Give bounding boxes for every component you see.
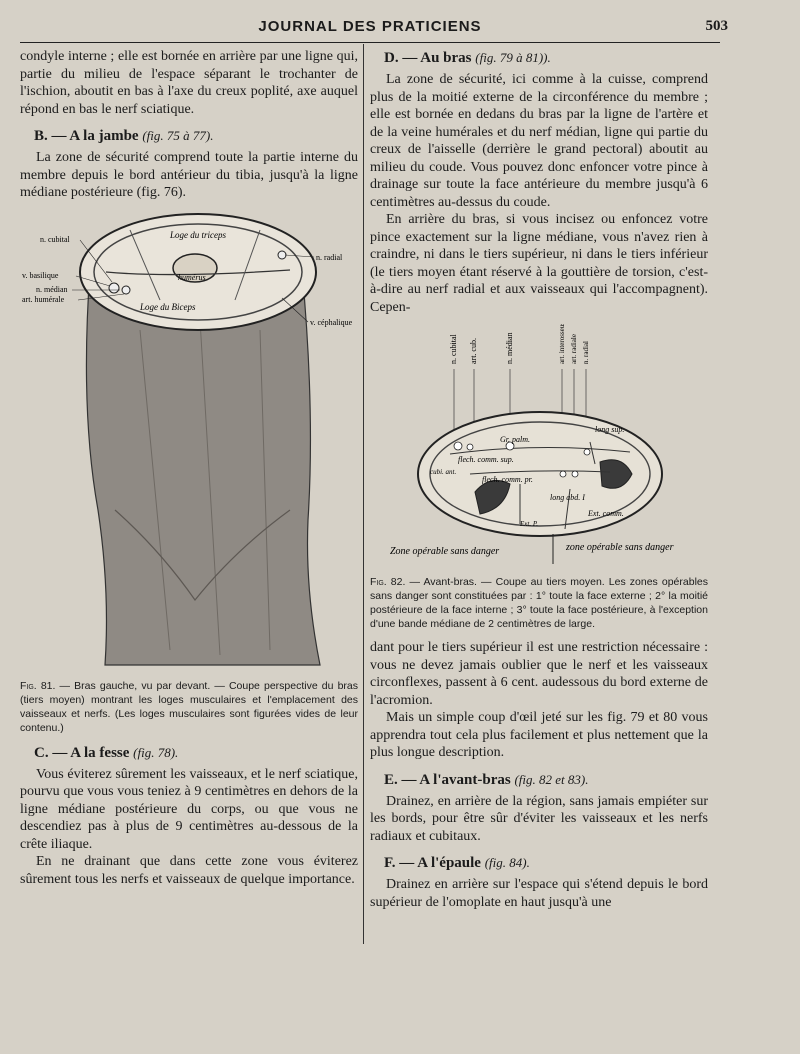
right-column [370,48,708,911]
fig82-label-cubi-ant: cubi. ant. [430,468,457,476]
section-d-paragraph-2: En arrière du bras, si vous incisez ou enfoncez votre pince exactement sur la ligne médiane, vous n'avez rien à craindre, ni dans le tiers supérieur, ni dans le tiers inférieur (le tiers moyen étant réservé à la gouttière de torsion, c'est-à-dire au nerf radial et aux vaisseaux qui l'accompagnent). Cepen- [370,212,708,315]
fig81-label-humerale: art. humérale [22,294,65,304]
section-b-ref: (fig. 75 à 77). [142,128,214,143]
fig82-label-ext-comm: Ext. comm. [588,509,624,518]
fig81-label-cephalique: v. céphalique [310,317,353,327]
fig82-label-zone-right: zone opérable sans danger [566,542,674,553]
figure-82 [370,324,708,631]
continuation-paragraph: dant pour le tiers supérieur il est une restriction nécessaire : vous ne devez jamais oublier que le nerf et les vaisseaux circonflexes, passent à 6 cent. audessous du bord externe de l'acromion. [370,640,708,708]
section-e-ref: (fig. 82 et 83). [514,771,589,787]
column-divider [363,44,364,944]
section-f-ref: (fig. 84). [484,855,530,870]
fig82-label-n-radial: n. radial [582,341,590,364]
figure-82-caption [370,575,708,631]
figure-81-caption-text: — Bras gauche, vu par devant. — Coupe perspective du bras (tiers moyen) montrant les loges musculaires et l'emplacement des vaisseaux et nerfs. (Les loges musculaires sont figurées vides de leur contenu.) [20,679,359,734]
section-b-label: B. — A la jambe [34,128,139,144]
figure-81-caption [20,679,358,735]
page-number: 503 [705,18,728,34]
section-d-paragraph-1: La zone de sécurité, ici comme à la cuisse, comprend plus de la moitié externe de la circonférence du membre ; elle est bornée en dedans du bras par la ligne de l'artère et de la veine humérales et du nerf médian, ligne qui partie du creux de l'aisselle (derrière le grand pectoral) aboutit au milieu du coude. Vous pouvez donc enfoncer votre pince à drainage sur toute la face antérieure du membre jusqu'à 6 centimètres au-dessus du coude. [370,72,708,210]
fig82-label-long-sup: long sup. [595,425,625,434]
fig82-label-art-cub: art. cub. [469,338,478,364]
section-f-heading [384,855,708,872]
section-c-paragraph-2: En ne drainant que dans cette zone vous éviterez sûrement tous les nerfs et vaisseaux de quelque importance. [20,854,358,887]
fig82-label-flech-comm-pr: flech. comm. pr. [482,475,533,484]
forearm-cross-section-illustration [370,324,708,566]
section-e-heading [384,772,708,789]
arm-cross-section-illustration [20,210,358,670]
fig82-label-gr-palm: Gr. palm. [500,435,531,444]
fig82-label-ext-p: Ext. P. [520,520,538,528]
vessel-bundle [109,283,119,293]
figure-82-caption-text: — Avant-bras. — Coupe au tiers moyen. Les zones opérables sans danger sont constituées par : 1° toute la face externe ; 2° la moitié postérieure de la face interne ; 3° toute la face postérieure, à l'exception d'une bande médiane de 2 centimètres de large. [370,576,708,630]
journal-title: JOURNAL DES PRATICIENS [258,18,482,35]
fig81-label-radial: n. radial [316,252,343,262]
section-c-label: C. — A la fesse [34,744,130,761]
fig82-label-n-cubital: n. cubital [449,334,458,364]
running-header [20,8,728,43]
fig82-label-zone-left: Zone opérable sans danger [390,546,500,557]
fig82-label-art-interosseuse: art. interosseuse [558,324,566,364]
fig81-label-triceps: Loge du triceps [170,229,226,240]
fig81-label-cubital: n. cubital [40,234,70,244]
section-b-heading [34,128,358,145]
section-d-label: D. — Au bras [384,50,472,66]
fig82-label-long-abd: long abd. I [550,493,585,502]
continuation-paragraph-2: Mais un simple coup d'œil jeté sur les fig. 79 et 80 vous apprendra tout cela plus facilement et plus nettement que la plus longue description. [370,710,708,760]
fig82-label-art-radiale: art. radiale [570,334,578,364]
fig81-label-median: n. médian [36,284,68,294]
intro-paragraph: condyle interne ; elle est bornée en arrière par une ligne qui, partie du milieu de l'espace séparant le trochanter de l'ischion, aboutit en bas à l'axe du creux poplité, axe auquel répond en bas le nerf sciatique. [20,49,358,117]
section-f-label: F. — A l'épaule [384,855,481,871]
fig81-label-basilique: v. basilique [22,270,59,280]
figure-81-number: Fig. 81. [20,679,56,692]
section-d-heading [384,50,708,67]
section-e-text: Drainez, en arrière de la région, sans jamais empiéter sur les bords, pour être sûr d'éviter les vaisseaux et les nerfs radiaux et cubitaux. [370,793,708,844]
figure-81 [20,210,358,735]
fig81-label-humerus: humérus [178,272,206,282]
left-column [20,48,358,888]
section-d-ref: (fig. 79 à 81)). [475,50,551,65]
fig82-label-n-median: n. médian [505,332,514,364]
section-e-label: E. — A l'avant-bras [384,771,511,788]
section-c-paragraph-1: Vous éviterez sûrement les vaisseaux, et le nerf sciatique, pourvu que vous vous teniez à 9 centimètres en dehors de la ligne médiane postérieure du corps, ou que vous ne descendiez pas à plus de 9 centimètres au-dessous de la crête iliaque. [20,766,358,852]
section-f-text: Drainez en arrière sur l'espace qui s'étend depuis le bord supérieur de l'omoplate en haut jusqu'à une [370,877,708,910]
section-c-ref: (fig. 78). [133,744,179,760]
section-c-heading [34,745,358,762]
section-b-text: La zone de sécurité comprend toute la partie interne du membre depuis le bord antérieur du tibia, jusqu'à la ligne médiane postérieure (fig. 76). [20,150,358,200]
fig81-label-biceps: Loge du Biceps [140,301,196,312]
fig82-label-flech-comm-sup: flech. comm. sup. [458,455,514,464]
figure-82-number: Fig. 82. [370,576,406,588]
